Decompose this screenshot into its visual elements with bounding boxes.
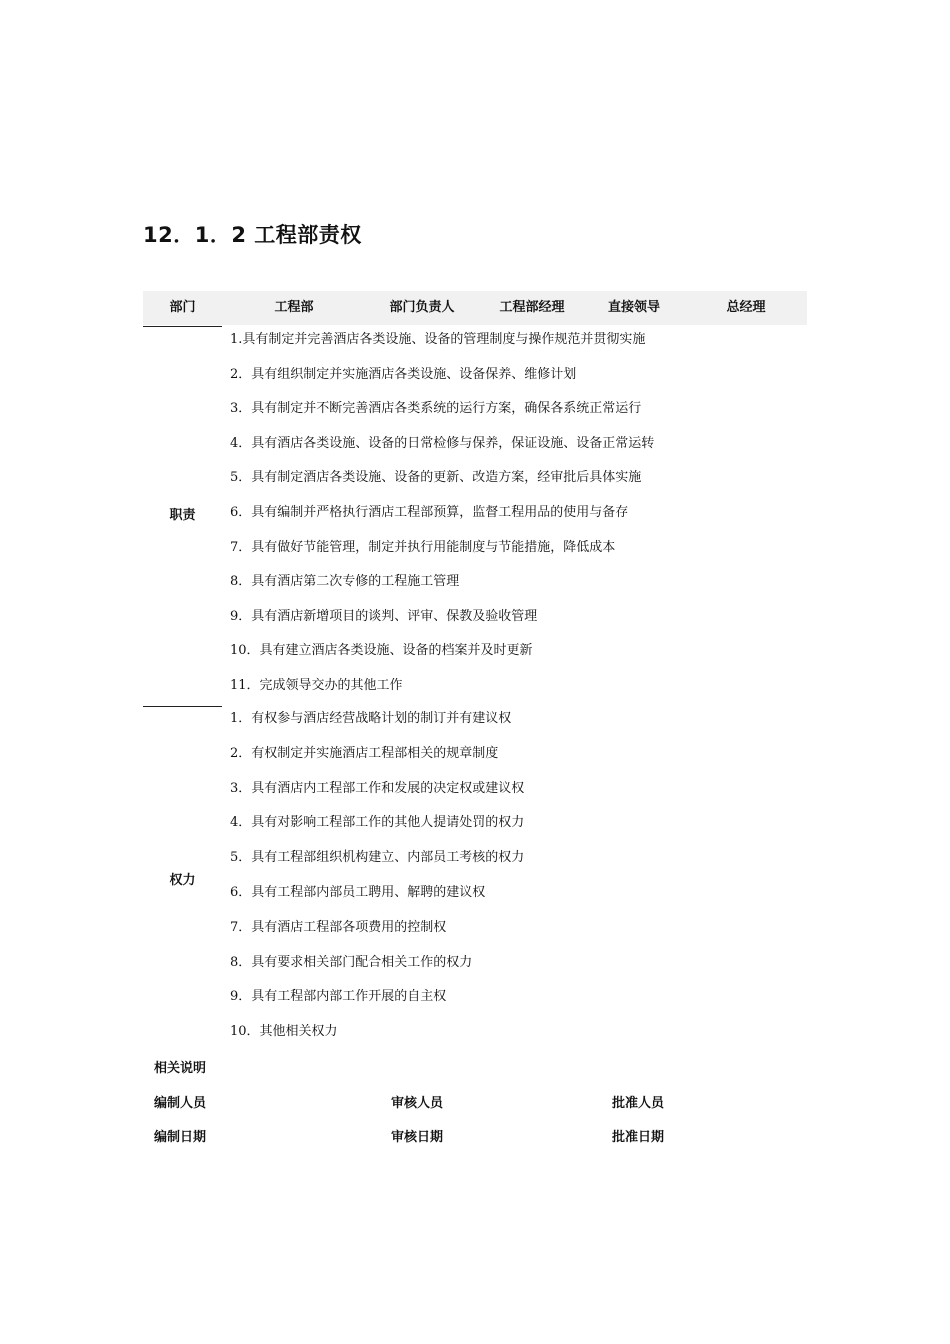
duty-item: 8．具有酒店第二次专修的工程施工管理 (230, 574, 460, 590)
duty-item: 5．具有制定酒店各类设施、设备的更新、改造方案，经审批后具体实施 (230, 470, 642, 486)
power-item: 1．有权参与酒店经营战略计划的制订并有建议权 (230, 711, 512, 726)
powers-divider (143, 706, 222, 707)
approver-label: 批准人员 (612, 1096, 665, 1111)
duty-item: 10．具有建立酒店各类设施、设备的档案并及时更新 (230, 643, 533, 659)
power-item: 3．具有酒店内工程部工作和发展的决定权或建议权 (230, 780, 525, 796)
powers-label: 权力 (169, 873, 196, 888)
powers-list (230, 702, 524, 1050)
review-date-label: 审核日期 (391, 1130, 444, 1145)
section-title: 12．1．2 工程部责权 (143, 223, 362, 247)
duty-item: 7．具有做好节能管理，制定并执行用能制度与节能措施，降低成本 (230, 539, 616, 555)
duties-list (230, 323, 654, 704)
duties-label: 职责 (169, 508, 196, 523)
head-label: 部门负责人 (389, 300, 455, 315)
dept-label: 部门 (169, 300, 196, 315)
duty-item: 4．具有酒店各类设施、设备的日常检修与保养，保证设施、设备正常运转 (230, 435, 655, 451)
leader-label: 直接领导 (607, 300, 660, 315)
leader-value: 总经理 (726, 300, 766, 315)
preparer-label: 编制人员 (154, 1096, 207, 1111)
power-item: 4．具有对影响工程部工作的其他人提请处罚的权力 (230, 815, 525, 831)
power-item: 5．具有工程部组织机构建立、内部员工考核的权力 (230, 850, 525, 866)
duty-item: 9．具有酒店新增项目的谈判、评审、保教及验收管理 (230, 608, 538, 624)
power-item: 8．具有要求相关部门配合相关工作的权力 (230, 954, 473, 970)
power-item: 9．具有工程部内部工作开展的自主权 (230, 989, 447, 1005)
table-header-row (143, 291, 807, 325)
prepare-date-label: 编制日期 (154, 1130, 207, 1145)
duties-divider (143, 326, 222, 327)
power-item: 7．具有酒店工程部各项费用的控制权 (230, 919, 447, 935)
duty-item: 2．具有组织制定并实施酒店各类设施、设备保养、维修计划 (230, 366, 577, 382)
power-item: 6．具有工程部内部员工聘用、解聘的建议权 (230, 884, 486, 900)
approve-date-label: 批准日期 (612, 1130, 665, 1145)
head-value: 工程部经理 (499, 300, 565, 315)
duty-item: 11．完成领导交办的其他工作 (230, 677, 403, 693)
reviewer-label: 审核人员 (391, 1096, 444, 1111)
power-item: 2．有权制定并实施酒店工程部相关的规章制度 (230, 745, 499, 761)
duty-item: 1.具有制定并完善酒店各类设施、设备的管理制度与操作规范并贯彻实施 (230, 332, 646, 347)
dept-value: 工程部 (274, 300, 314, 315)
duty-item: 6．具有编制并严格执行酒店工程部预算，监督工程用品的使用与备存 (230, 504, 629, 520)
duty-item: 3．具有制定并不断完善酒店各类系统的运行方案，确保各系统正常运行 (230, 401, 642, 417)
power-item: 10．其他相关权力 (230, 1024, 338, 1040)
notes-label: 相关说明 (154, 1061, 207, 1076)
